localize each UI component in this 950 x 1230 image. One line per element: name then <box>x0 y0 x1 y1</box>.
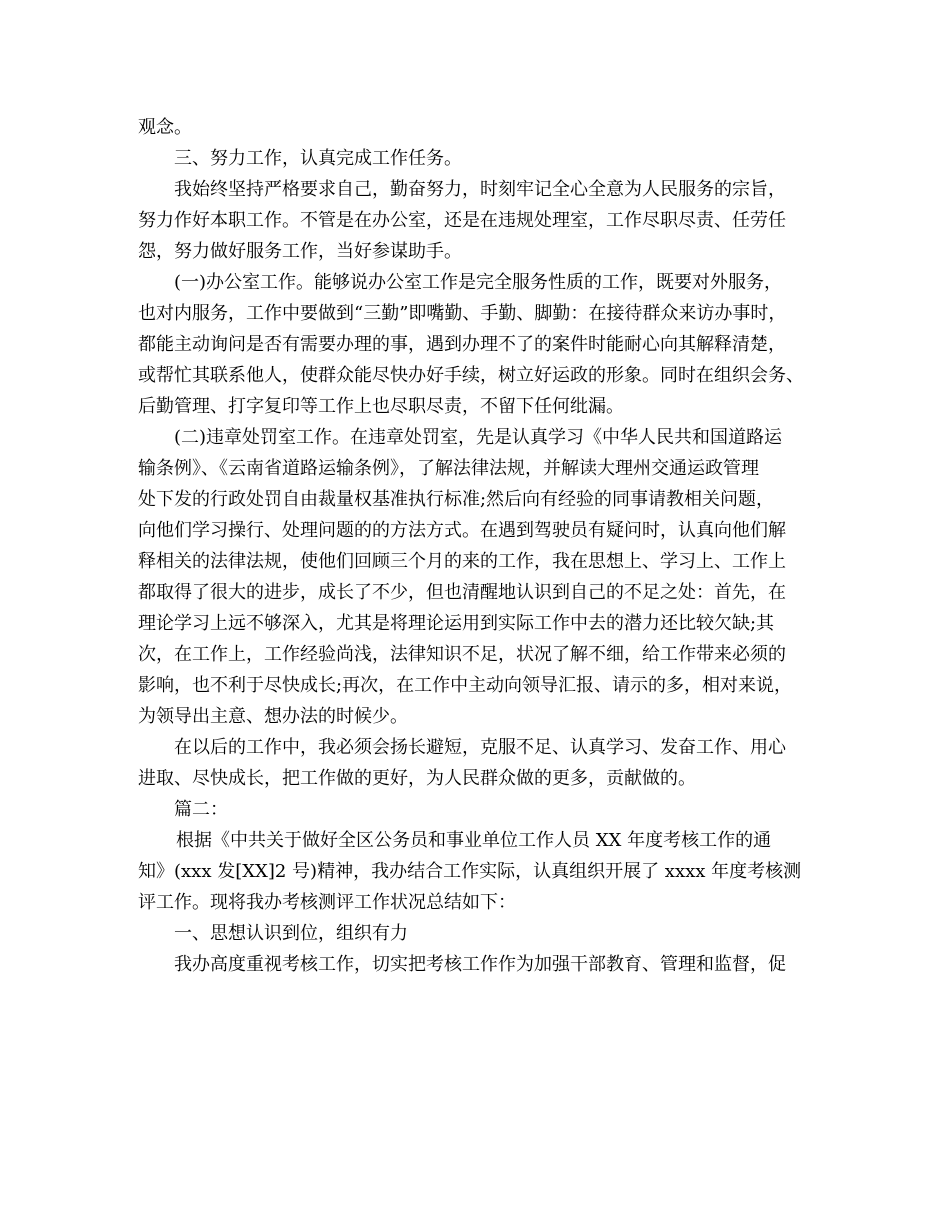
paragraph-line: 向他们学习操行、处理问题的的方法方式。在遇到驾驶员有疑问时，认真向他们解 <box>138 520 786 541</box>
paragraph-line: 也对内服务，工作中要做到“三勤”即嘴勤、手勤、脚勤：在接待群众来访办事时， <box>138 303 787 324</box>
paragraph-line: 释相关的法律法规，使他们回顾三个月的来的工作，我在思想上、学习上、工作上 <box>138 551 786 572</box>
section-heading-part-two: 篇二： <box>174 799 228 820</box>
paragraph-line: 影响，也不利于尽快成长;再次，在工作中主动向领导汇报、请示的多，相对来说， <box>138 675 793 696</box>
paragraph-line: (二)违章处罚室工作。在违章处罚室，先是认真学习《中华人民共和国道路运 <box>174 427 783 448</box>
paragraph-line: 知》(xxx 发[XX]2 号)精神，我办结合工作实际，认真组织开展了 xxxx 年度考核测 <box>138 861 802 882</box>
paragraph-line: 我始终坚持严格要求自己，勤奋努力，时刻牢记全心全意为人民服务的宗旨， <box>174 179 786 200</box>
paragraph-line: 都取得了很大的进步，成长了不少，但也清醒地认识到自己的不足之处：首先，在 <box>138 582 786 603</box>
paragraph-line: 处下发的行政处罚自由裁量权基准执行标准;然后向有经验的同事请教相关问题， <box>138 489 775 510</box>
paragraph-line: 评工作。现将我办考核测评工作状况总结如下： <box>138 892 516 913</box>
paragraph-line: 进取、尽快成长，把工作做的更好，为人民群众做的更多，贡献做的。 <box>138 768 696 789</box>
paragraph-line: 后勤管理、打字复印等工作上也尽职尽责，不留下任何纰漏。 <box>138 396 624 417</box>
paragraph-line: 理论学习上远不够深入，尤其是将理论运用到实际工作中去的潜力还比较欠缺;其 <box>138 613 775 634</box>
section-heading-3: 三、努力工作，认真完成工作任务。 <box>174 148 462 169</box>
paragraph-line: 我办高度重视考核工作，切实把考核工作作为加强干部教育、管理和监督，促 <box>174 954 786 975</box>
paragraph-line: 在以后的工作中，我必须会扬长避短，克服不足、认真学习、发奋工作、用心 <box>174 737 786 758</box>
paragraph-line: 根据《中共关于做好全区公务员和事业单位工作人员 XX 年度考核工作的通 <box>176 830 772 851</box>
paragraph-line: 观念。 <box>138 117 192 138</box>
document-body <box>138 112 818 980</box>
paragraph-line: 都能主动询问是否有需要办理的事，遇到办理不了的案件时能耐心向其解释清楚， <box>138 334 786 355</box>
paragraph-line: 为领导出主意、想办法的时候少。 <box>138 706 408 727</box>
paragraph-line: 输条例》、《云南省道路运输条例》，了解法律法规，并解读大理州交通运政管理 <box>138 458 759 479</box>
paragraph-line: 次，在工作上，工作经验尚浅，法律知识不足，状况了解不细，给工作带来必须的 <box>138 644 786 665</box>
paragraph-line: (一)办公室工作。能够说办公室工作是完全服务性质的工作，既要对外服务， <box>174 272 783 293</box>
paragraph-line: 怨，努力做好服务工作，当好参谋助手。 <box>138 241 462 262</box>
paragraph-line: 努力作好本职工作。不管是在办公室，还是在违规处理室，工作尽职尽责、任劳任 <box>138 210 786 231</box>
paragraph-line: 或帮忙其联系他人，使群众能尽快办好手续，树立好运政的形象。同时在组织会务、 <box>138 365 804 386</box>
section-heading-1: 一、思想认识到位，组织有力 <box>174 923 408 944</box>
